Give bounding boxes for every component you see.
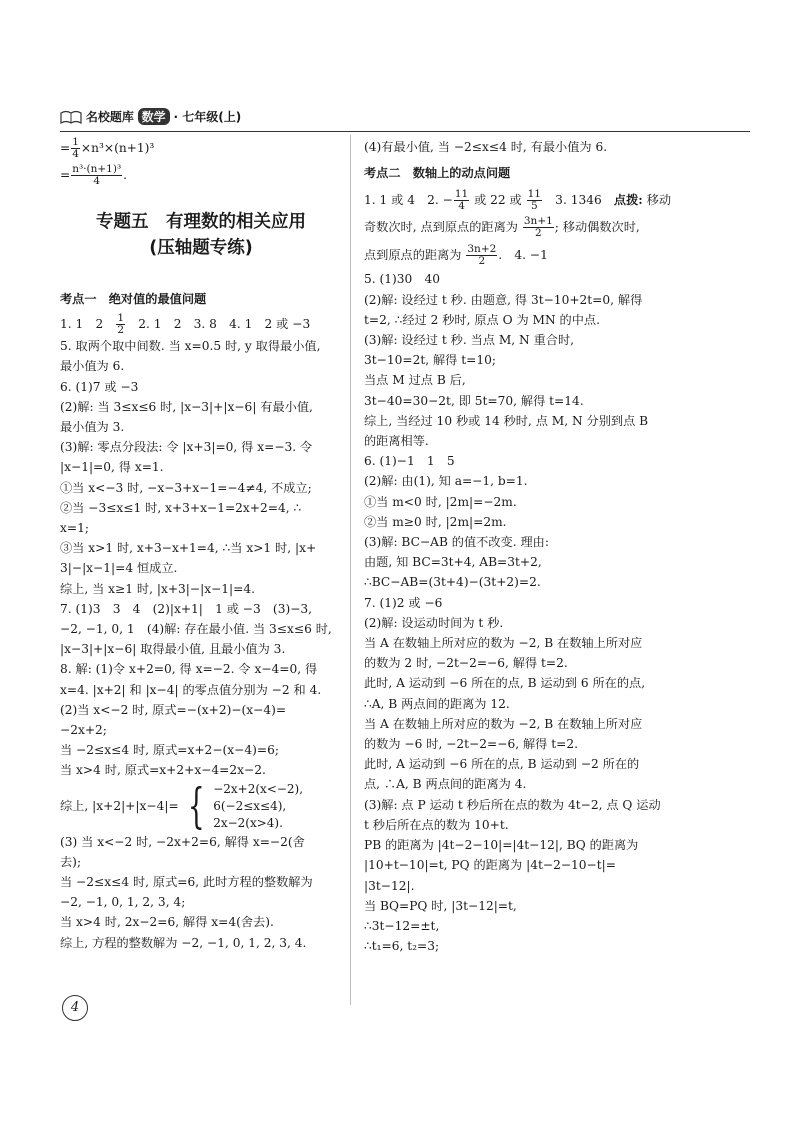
topic-subtitle: (压轴题专练) [149,238,253,258]
text-line: 综上, 方程的整数解为 −2, −1, 0, 1, 2, 3, 4. [60,935,307,950]
text-line: ①当 x<−3 时, −x−3+x−1=−4≠4, 不成立; [60,480,312,495]
text-line: |x−1|=0, 得 x=1. [60,460,164,475]
text-line: ∴t₁=6, t₂=3; [364,939,440,954]
text-line: ③当 x>1 时, x+3−x+1=4, ∴当 x>1 时, |x+ [60,541,317,556]
subject-badge: 数学 [138,108,170,125]
column-divider [350,135,351,1005]
section-heading-1: 考点一 绝对值的最值问题 [60,292,207,306]
text-line: 3t−40=30−2t, 即 5t=70, 解得 t=14. [364,393,584,408]
right-column [364,137,734,956]
text-line: ∴A, B 两点间的距离为 12. [364,696,510,711]
text-line: (2)解: 当 3≤x≤6 时, |x−3|+|x−6| 有最小值, [60,399,313,414]
text-line: (2)解: 设运动时间为 t 秒. [364,615,504,630]
text-line: 5. 取两个取中间数. 当 x=0.5 时, y 取得最小值, [60,339,321,354]
grade-label: · 七年级(上) [173,110,242,124]
text-line: PB 的距离为 |4t−2−10|=|4t−12|, BQ 的距离为 [364,838,639,853]
text-line: ∴3t−12=±t, [364,918,440,933]
formula-line-2: = $\frac{\text{n³·(n+1)³}}{4}$ . [60,163,128,187]
answer-line: 1. 1 2 $\frac{1}{2}$ 2. 1 2 3. 8 4. 1 2 或 −3 [60,312,311,337]
text-line: 8. 解: (1)令 x+2=0, 得 x=−2. 令 x−4=0, 得 [60,662,318,677]
text-line: 7. (1)3 3 4 (2)|x+1| 1 或 −3 (3)−3, [60,601,313,616]
text-line: (3)解: 零点分段法: 令 |x+3|=0, 得 x=−3. 令 [60,440,313,455]
text-line: |x−3|+|x−6| 取得最小值, 且最小值为 3. [60,642,286,657]
text-line: 3|−|x−1|=4 恒成立. [60,561,178,576]
text-line: 最小值为 3. [60,420,125,435]
formula-line-1: = $\frac{1}{4}$ ×n³×(n+1)³ [60,136,155,160]
text-line: 最小值为 6. [60,359,125,374]
page-number: 4 [62,995,88,1021]
topic-title: 专题五 有理数的相关应用 [96,212,306,232]
text-line: (2)解: 设经过 t 秒. 由题意, 得 3t−10+2t=0, 解得 [364,292,643,307]
text-line: 由题, 知 BC=3t+4, AB=3t+2, [364,555,542,570]
page-header [60,108,740,130]
text-line: 当 BQ=PQ 时, |3t−12|=t, [364,898,517,913]
text-line: 5. (1)30 40 [364,272,440,287]
text-line: (3)解: 点 P 运动 t 秒后所在点的数为 4t−2, 点 Q 运动 [364,797,661,812]
text-line: −2, −1, 0, 1 (4)解: 存在最小值. 当 3≤x≤6 时, [60,622,332,637]
text-line: ②当 −3≤x≤1 时, x+3+x−1=2x+2=4, ∴ [60,500,302,515]
text-line: −2x+2; [60,723,107,738]
text-line: (3)解: 设经过 t 秒. 当点 M, N 重合时, [364,333,575,348]
text-line: 当 −2≤x≤4 时, 原式=6, 此时方程的整数解为 [60,875,313,890]
text-line: 6. (1)7 或 −3 [60,379,139,394]
text-line: 当 A 在数轴上所对应的数为 −2, B 在数轴上所对应 [364,636,643,651]
text-line: −2, −1, 0, 1, 2, 3, 4; [60,895,186,910]
text-line: x=1; [60,521,89,536]
text-line: 去); [60,854,82,869]
section-heading-2: 考点二 数轴上的动点问题 [364,166,511,181]
text-line: 当 −2≤x≤4 时, 原式=x+2−(x−4)=6; [60,743,279,758]
cases-block: 综上, |x+2|+|x−4|= { −2x+2(x<−2), 6(−2≤x≤4), 2x−2(x>4). [60,778,304,835]
text-line: 综上, 当经过 10 秒或 14 秒时, 点 M, N 分别到点 B [364,413,649,428]
text-line: |10+t−10|=t, PQ 的距离为 |4t−2−10−t|= [364,858,616,873]
text-line: 当 x>4 时, 原式=x+2+x−4=2x−2. [60,763,266,778]
text-line: 此时, A 运动到 −6 所在的点, B 运动到 −2 所在的 [364,757,640,772]
text-line: 当 x>4 时, 2x−2=6, 解得 x=4(舍去). [60,915,274,930]
text-line: t 秒后所在点的数为 10+t. [364,817,509,832]
text-line: t=2, ∴经过 2 秒时, 原点 O 为 MN 的中点. [364,312,600,327]
text-line: 6. (1)−1 1 5 [364,454,455,469]
text-line: 此时, A 运动到 −6 所在的点, B 运动到 6 所在的点, [364,676,646,691]
text-line: 点, ∴A, B 两点间的距离为 4. [364,777,527,792]
header-rule [60,131,750,132]
text-line: 的数为 2 时, −2t−2=−6, 解得 t=2. [364,656,568,671]
text-line: 的数为 −6 时, −2t−2=−6, 解得 t=2. [364,737,578,752]
answer-line: (4)有最小值, 当 −2≤x≤4 时, 有最小值为 6. [364,140,608,154]
text-line: 7. (1)2 或 −6 [364,595,443,610]
text-line: x=4. |x+2| 和 |x−4| 的零点值分别为 −2 和 4. [60,682,322,697]
text-line: (3)解: BC−AB 的值不改变. 理由: [364,535,549,550]
book-logo-icon [60,110,82,124]
text-line: 的距离相等. [364,434,429,449]
text-line: 综上, 当 x≥1 时, |x+3|−|x−1|=4. [60,581,255,596]
text-line: |3t−12|. [364,878,415,893]
text-line: ∴BC−AB=(3t+4)−(3t+2)=2. [364,575,541,590]
text-line: 3t−10=2t, 解得 t=10; [364,353,496,368]
answer-line: 点到原点的距离为 $\frac{3n+2}{2}$ . 4. −1 [364,243,548,268]
text-line: (2)解: 由(1), 知 a=−1, b=1. [364,474,528,489]
left-column [60,137,342,953]
brand-name: 名校题库 [85,110,134,124]
text-line: (2)当 x<−2 时, 原式=−(x+2)−(x−4)= [60,702,287,717]
answer-line: 1. 1 或 4 2. − $\frac{11}{4}$ 或 22 或 $\frac{11}{5}$ 3. 1346 点拨: 移动 [364,188,672,213]
text-line: (3) 当 x<−2 时, −2x+2=6, 解得 x=−2(舍 [60,834,305,849]
text-line: ①当 m<0 时, |2m|=−2m. [364,494,517,509]
text-line: 当 A 在数轴上所对应的数为 −2, B 在数轴上所对应 [364,716,643,731]
answer-line: 奇数次时, 点到原点的距离为 $\frac{3n+1}{2}$ ; 移动偶数次时, [364,215,640,240]
text-line: 当点 M 过点 B 后, [364,373,466,388]
text-line: ②当 m≥0 时, |2m|=2m. [364,514,507,529]
